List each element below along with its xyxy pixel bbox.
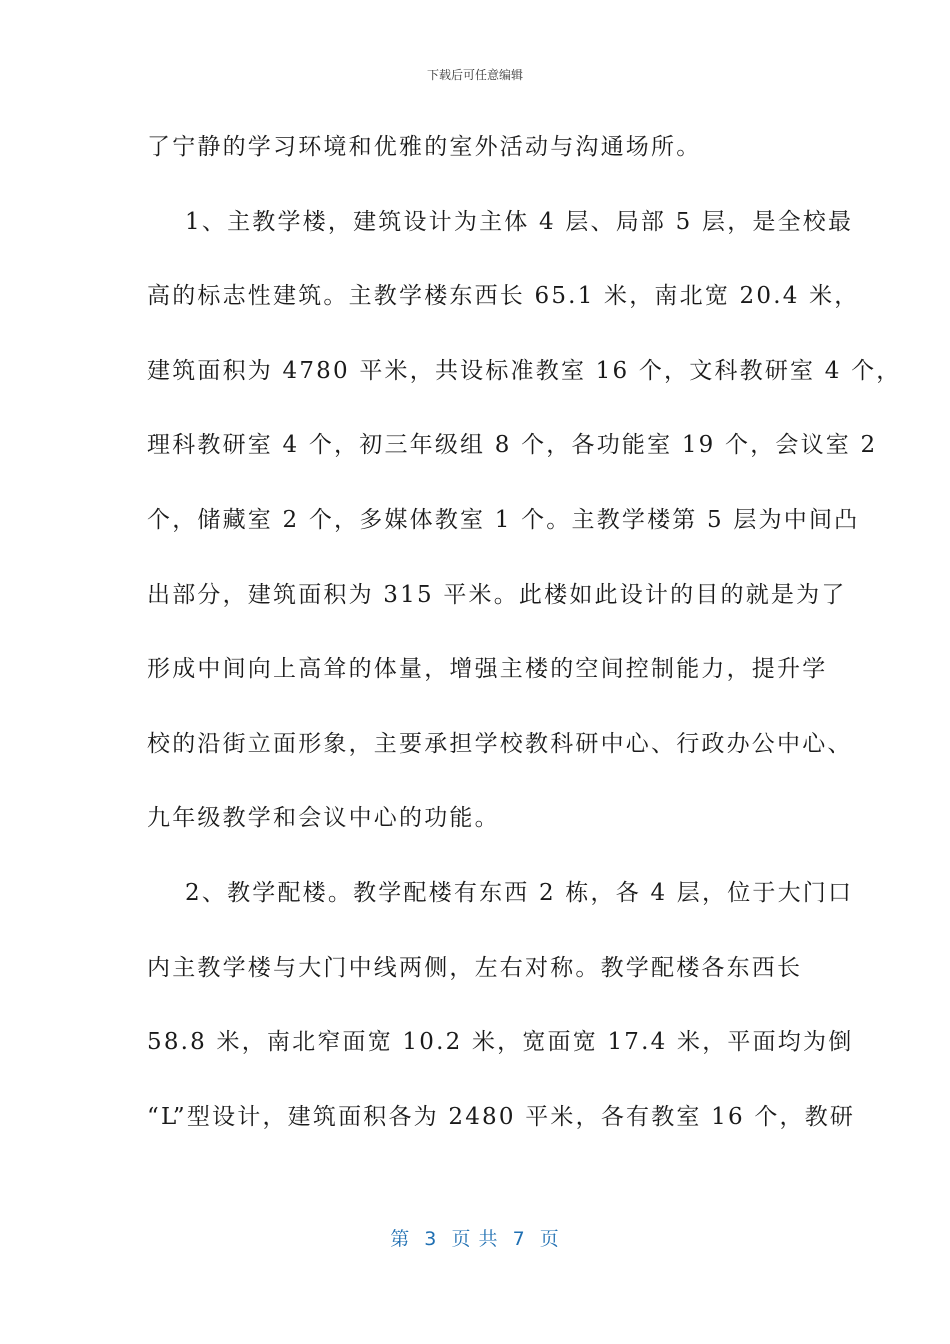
text-line: 理科教研室 4 个，初三年级组 8 个，各功能室 19 个，会议室 2 <box>147 432 878 459</box>
text-line: 出部分，建筑面积为 315 平米。此楼如此设计的目的就是为了 <box>147 581 847 608</box>
text-line: 建筑面积为 4780 平米，共设标准教室 16 个，文科教研室 4 个， <box>147 357 902 384</box>
text-line: 了宁静的学习环境和优雅的室外活动与沟通场所。 <box>147 134 702 160</box>
text-line: 个，储藏室 2 个，多媒体教室 1 个。主教学楼第 5 层为中间凸 <box>147 506 860 533</box>
text-line: 九年级教学和会议中心的功能。 <box>147 805 500 832</box>
text-line: 2、教学配楼。教学配楼有东西 2 栋，各 4 层，位于大门口 <box>147 879 854 906</box>
text-line: 58.8 米，南北窄面宽 10.2 米，宽面宽 17.4 米，平面均为倒 <box>147 1029 854 1056</box>
text-line: 内主教学楼与大门中线两侧，左右对称。教学配楼各东西长 <box>147 954 803 981</box>
text-line: 形成中间向上高耸的体量，增强主楼的空间控制能力，提升学 <box>147 656 828 683</box>
header-note: 下载后可任意编辑 <box>426 68 523 82</box>
text-line: 1、主教学楼，建筑设计为主体 4 层、局部 5 层，是全校最 <box>147 208 854 235</box>
page-number: 第 3 页 共 7 页 <box>390 1228 560 1250</box>
text-line: 校的沿街立面形象，主要承担学校教科研中心、行政办公中心、 <box>147 730 853 757</box>
document-body <box>147 127 902 1171</box>
text-line: “L”型设计，建筑面积各为 2480 平米，各有教室 16 个，教研 <box>147 1103 856 1130</box>
text-line: 高的标志性建筑。主教学楼东西长 65.1 米，南北宽 20.4 米， <box>147 283 860 310</box>
